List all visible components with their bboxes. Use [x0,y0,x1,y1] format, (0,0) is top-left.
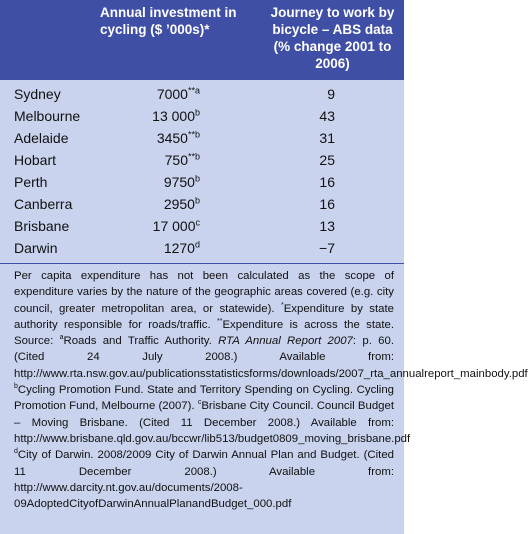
journey-value: 16 [319,196,335,212]
city-name: Canberra [14,196,73,212]
investment-value: 3450$^{**b}$ [156,129,200,146]
journey-value: 13 [319,218,335,234]
journey-value: 43 [319,108,335,124]
city-name: Melbourne [14,108,81,124]
header-investment: Annual investment in cycling ($ ’000s)* [100,5,237,37]
investment-value: 750$^{**b}$ [164,151,200,168]
journey-value: 9 [327,86,335,102]
investment-value: 9750$^b$ [163,173,200,190]
table-row [0,106,404,128]
investment-value: 13 000$^b$ [152,107,200,124]
header-journey: Journey to work by bicycle – ABS data (% change 2001 to 2006) [270,5,395,71]
investment-value: 1270$^d$ [163,239,200,256]
journey-value: −7 [319,240,335,256]
city-name: Hobart [14,152,57,168]
journey-value: 16 [319,174,335,190]
table-divider [0,263,404,264]
city-name: Brisbane [14,218,70,234]
table-header [0,0,404,80]
table-footnote: Per capita expenditure has not been calculated as the scope of expenditure varies by the nature of the geographic areas covered (e.g. city council, greater metropolitan area, or statewide). *Expenditure by state authority responsible for roads/traffic. **Expenditure is across the state. Source: $^a$Roads and Traffic Authority. RTA Annual Report 2007: p. 60. (Cited 24 July 2008.) Available from: http://www.rta.nsw.gov.au/publicationsstatisticsforms/downloads/2007_rta_annualreport_mainbody.pdf $^b$Cycling Promotion Fund. State and Territory Spending on Cycling. Cycling Promotion Fund, Melbourne (2007). $^c$Brisbane City Council. Council Budget – Moving Brisbane. (Cited 11 December 2008.) Available from: http://www.brisbane.qld.gov.au/bccwr/lib513/budget0809_moving_brisbane.pdf $^d$City of Darwin. 2008/2009 City of Darwin Annual Plan and Budget. (Cited 11 December 2008.) Available from: http://www.darcity.nt.gov.au/documents/2008-09AdoptedCityofDarwinAnnualPlanandBudget_000.pdf [14,270,528,511]
table-row [0,84,404,106]
investment-value: 7000$^{**a}$ [156,85,200,102]
city-name: Sydney [14,86,61,102]
table-row [0,194,404,216]
city-name: Darwin [14,240,58,256]
investment-value: 2950$^b$ [163,195,200,212]
table-row [0,238,404,260]
city-name: Adelaide [14,130,69,146]
table-row [0,128,404,150]
journey-value: 25 [319,152,335,168]
city-name: Perth [14,174,48,190]
investment-value: 17 000$^c$ [152,217,200,234]
table-row [0,150,404,172]
table-row [0,172,404,194]
table-row [0,216,404,238]
journey-value: 31 [319,130,335,146]
table-body [0,84,404,258]
